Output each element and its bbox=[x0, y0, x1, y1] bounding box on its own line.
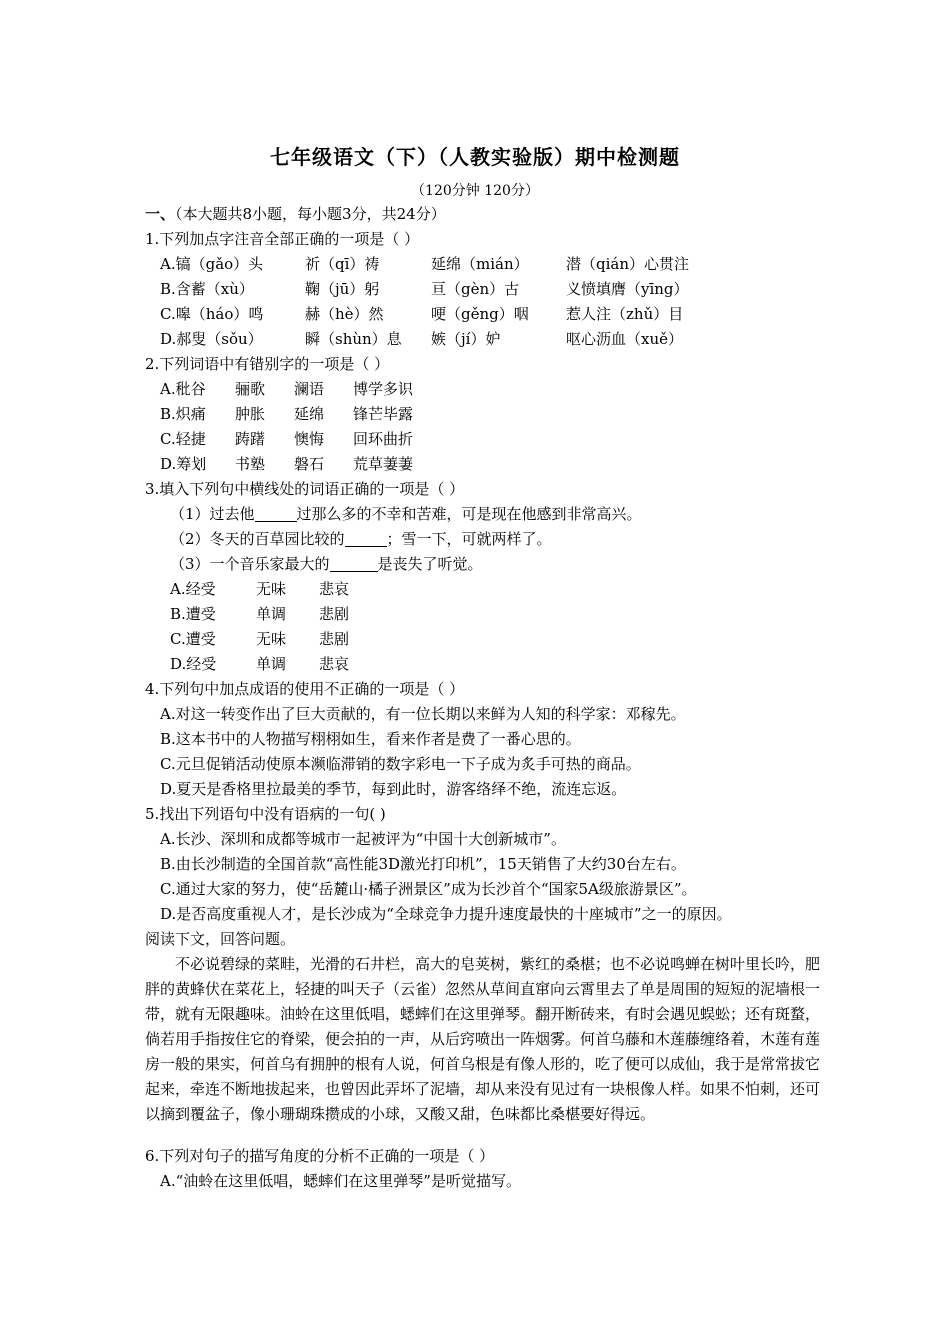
exam-content bbox=[145, 202, 825, 1194]
question-2-option-b bbox=[145, 402, 825, 427]
section-heading bbox=[145, 202, 825, 227]
option-cell: C.轻捷 bbox=[160, 430, 206, 448]
option-cell: 踌躇 bbox=[235, 430, 266, 448]
option-cell: 瞬（shùn）息 bbox=[305, 330, 402, 348]
question-3-stem: 3.填入下列句中横线处的词语正确的一项是（ ） bbox=[145, 480, 465, 498]
reading-passage: 不必说碧绿的菜畦，光滑的石井栏，高大的皂荚树，紫红的桑椹；也不必说鸣蝉在树叶里长吟，肥胖的黄蜂伏在菜花上，轻捷的叫天子（云雀）忽然从草间直窜向云霄里去了单是周围的短短的泥墙根一带，就有无限趣味。油蛉在这里低唱，蟋蟀们在这里弹琴。翻开断砖来，有时会遇见蜈蚣；还有斑蝥，倘若用手指按住它的脊梁，便会拍的一声，从后窍喷出一阵烟雾。何首乌藤和木莲藤缠络着，木莲有莲房一般的果实，何首乌有拥肿的根有人说，何首乌根是有像人形的，吃了便可以成仙，我于是常常拔它起来，牵连不断地拔起来，也曾因此弄坏了泥墙，却从来没有见过有一块根像人样。如果不怕刺，还可以摘到覆盆子，像小珊瑚珠攒成的小球，又酸又甜，色味都比桑椹要好得远。 bbox=[145, 955, 821, 1123]
question-6-stem: 6.下列对句子的描写角度的分析不正确的一项是（ ） bbox=[145, 1147, 495, 1165]
question-2-option-c bbox=[145, 427, 825, 452]
option-cell: 悲哀 bbox=[319, 580, 350, 598]
question-3-option-b bbox=[145, 602, 825, 627]
page-subtitle: （120分钟 120分） bbox=[411, 183, 539, 199]
option-cell: A.秕谷 bbox=[160, 380, 206, 398]
question-5-option-a: A.长沙、深圳和成都等城市一起被评为“中国十大创新城市”。 bbox=[160, 830, 566, 848]
option-cell: 澜语 bbox=[294, 380, 325, 398]
option-cell: 荒草萋萋 bbox=[353, 455, 414, 473]
option-cell: B.遭受 bbox=[170, 605, 216, 623]
option-cell: 悲哀 bbox=[319, 655, 350, 673]
option-cell: 嫉（jí）妒 bbox=[431, 330, 501, 348]
question-2-option-a bbox=[145, 377, 825, 402]
option-cell: 义愤填膺（yīng） bbox=[566, 280, 689, 298]
question-3-option-d bbox=[145, 652, 825, 677]
fill-blank bbox=[255, 507, 297, 522]
question-5-option-d: D.是否高度重视人才，是长沙成为“全球竞争力提升速度最快的十座城市”之一的原因。 bbox=[160, 905, 732, 923]
question-4-option-c: C.元旦促销活动使原本濒临滞销的数字彩电一下子成为炙手可热的商品。 bbox=[160, 755, 641, 773]
question-1-option-b bbox=[145, 277, 825, 302]
option-cell: 无味 bbox=[256, 580, 287, 598]
option-cell: 亘（gèn）古 bbox=[431, 280, 520, 298]
question-3-option-a bbox=[145, 577, 825, 602]
question-1-option-a bbox=[145, 252, 825, 277]
question-4-option-d: D.夏天是香格里拉最美的季节，每到此时，游客络绎不绝，流连忘返。 bbox=[160, 780, 627, 798]
option-cell: 锋芒毕露 bbox=[353, 405, 414, 423]
option-cell: A.经受 bbox=[170, 580, 216, 598]
sentence-text: ；雪一下，可就两样了。 bbox=[386, 530, 552, 548]
option-cell: 哽（gěng）咽 bbox=[431, 305, 529, 323]
option-cell: 赫（hè）然 bbox=[305, 305, 384, 323]
option-cell: 呕心沥血（xuě） bbox=[566, 330, 683, 348]
question-4-option-b: B.这本书中的人物描写栩栩如生，看来作者是费了一番心思的。 bbox=[160, 730, 581, 748]
section-label: 一、 bbox=[145, 205, 176, 223]
option-cell: 惹人注（zhǔ）目 bbox=[566, 305, 684, 323]
option-cell: 懊悔 bbox=[294, 430, 325, 448]
question-3-sentence-2 bbox=[145, 527, 825, 552]
question-3-sentence-3 bbox=[145, 552, 825, 577]
option-cell: 悲剧 bbox=[319, 605, 350, 623]
option-cell: 延绵 bbox=[294, 405, 325, 423]
option-cell: 祈（qī）祷 bbox=[305, 255, 380, 273]
question-1-option-c bbox=[145, 302, 825, 327]
option-cell: 单调 bbox=[256, 605, 287, 623]
option-cell: 书塾 bbox=[235, 455, 266, 473]
option-cell: 潜（qián）心贯注 bbox=[566, 255, 690, 273]
question-3-sentence-1 bbox=[145, 502, 825, 527]
question-5-option-c: C.通过大家的努力，使“岳麓山·橘子洲景区”成为长沙首个“国家5A级旅游景区”。 bbox=[160, 880, 697, 898]
question-2-option-d bbox=[145, 452, 825, 477]
question-5-stem: 5.找出下列语句中没有语病的一句( ) bbox=[145, 805, 386, 823]
option-cell: C.嗥（háo）鸣 bbox=[160, 305, 264, 323]
sentence-text: （3）一个音乐家最大的 bbox=[170, 555, 330, 573]
fill-blank bbox=[330, 557, 378, 572]
sentence-text: 是丧失了听觉。 bbox=[377, 555, 483, 573]
question-3-option-c bbox=[145, 627, 825, 652]
question-4-stem: 4.下列句中加点成语的使用不正确的一项是（ ） bbox=[145, 680, 465, 698]
sentence-text: 过那么多的不幸和苦难，可是现在他感到非常高兴。 bbox=[296, 505, 642, 523]
question-2-stem: 2.下列词语中有错别字的一项是（ ） bbox=[145, 355, 390, 373]
option-cell: 回环曲折 bbox=[353, 430, 414, 448]
option-cell: D.经受 bbox=[170, 655, 217, 673]
question-4-option-a: A.对这一转变作出了巨大贡献的，有一位长期以来鲜为人知的科学家：邓稼先。 bbox=[160, 705, 686, 723]
option-cell: 磐石 bbox=[294, 455, 325, 473]
option-cell: 无味 bbox=[256, 630, 287, 648]
option-cell: A.镐（gǎo）头 bbox=[160, 255, 264, 273]
section-text: （本大题共8小题，每小题3分，共24分） bbox=[175, 205, 446, 223]
question-1-option-d bbox=[145, 327, 825, 352]
option-cell: D.郝叟（sǒu） bbox=[160, 330, 263, 348]
option-cell: C.遭受 bbox=[170, 630, 216, 648]
question-1-stem: 1.下列加点字注音全部正确的一项是（ ） bbox=[145, 230, 420, 248]
option-cell: 悲剧 bbox=[319, 630, 350, 648]
option-cell: D.筹划 bbox=[160, 455, 207, 473]
option-cell: B.含蓄（xù） bbox=[160, 280, 254, 298]
fill-blank bbox=[345, 532, 387, 547]
spacer bbox=[145, 1127, 825, 1144]
option-cell: B.炽痛 bbox=[160, 405, 206, 423]
sentence-text: （1）过去他 bbox=[170, 505, 255, 523]
option-cell: 肿胀 bbox=[235, 405, 266, 423]
option-cell: 单调 bbox=[256, 655, 287, 673]
option-cell: 博学多识 bbox=[353, 380, 414, 398]
option-cell: 骊歌 bbox=[235, 380, 266, 398]
option-cell: 鞠（jū）躬 bbox=[305, 280, 380, 298]
reading-intro: 阅读下文，回答问题。 bbox=[145, 930, 296, 948]
question-6-option-a: A.“油蛉在这里低唱，蟋蟀们在这里弹琴”是听觉描写。 bbox=[160, 1172, 521, 1190]
option-cell: 延绵（mián） bbox=[431, 255, 529, 273]
page-title: 七年级语文（下）（人教实验版）期中检测题 bbox=[270, 145, 680, 169]
sentence-text: （2）冬天的百草园比较的 bbox=[170, 530, 345, 548]
question-5-option-b: B.由长沙制造的全国首款“高性能3D激光打印机”，15天销售了大约30台左右。 bbox=[160, 855, 686, 873]
